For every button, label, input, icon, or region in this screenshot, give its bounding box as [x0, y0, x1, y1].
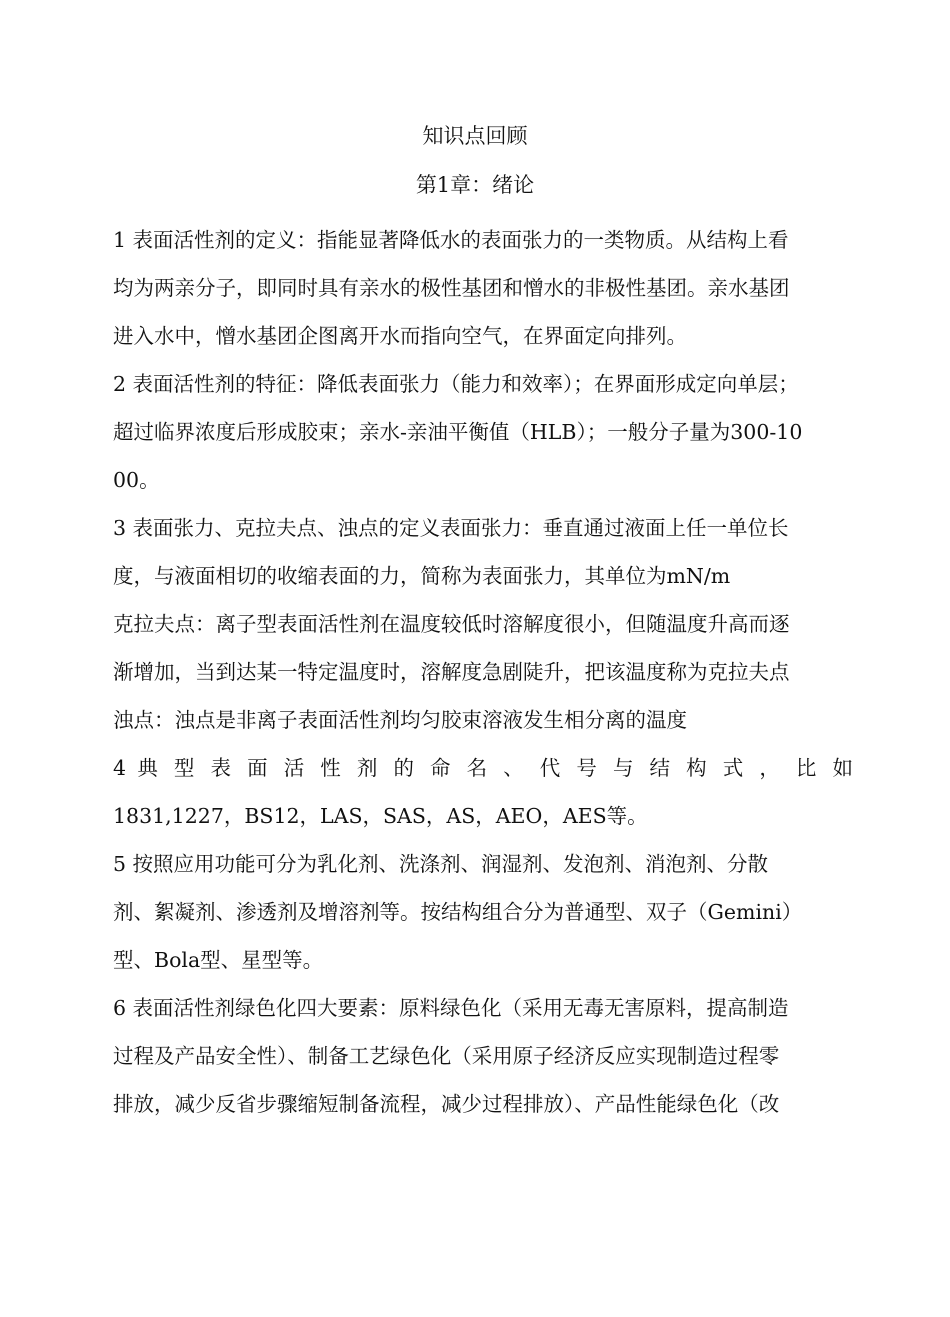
text-line: 均为两亲分子，即同时具有亲水的极性基团和憎水的非极性基团。亲水基团	[113, 276, 790, 300]
text-line: 进入水中，憎水基团企图离开水而指向空气，在界面定向排列。	[113, 324, 687, 348]
text-line: 度，与液面相切的收缩表面的力，简称为表面张力，其单位为mN/m	[113, 564, 731, 588]
text-line: 5 按照应用功能可分为乳化剂、洗涤剂、润湿剂、发泡剂、消泡剂、分散	[113, 852, 769, 876]
text-line: 6 表面活性剂绿色化四大要素：原料绿色化（采用无毒无害原料，提高制造	[113, 996, 789, 1020]
document-body	[113, 216, 853, 1128]
document-heading: 知识点回顾	[422, 124, 528, 148]
text-line: 2 表面活性剂的特征：降低表面张力（能力和效率）；在界面形成定向单层；	[113, 372, 799, 396]
text-line: 过程及产品安全性）、制备工艺绿色化（采用原子经济反应实现制造过程零	[113, 1044, 780, 1068]
text-line: 3 表面张力、克拉夫点、浊点的定义表面张力：垂直通过液面上任一单位长	[113, 516, 789, 540]
chapter-heading: 第1章：绪论	[415, 173, 535, 197]
text-line: 1831,1227，BS12，LAS，SAS，AS，AEO，AES等。	[113, 804, 648, 828]
text-line: 排放，减少反省步骤缩短制备流程，减少过程排放）、产品性能绿色化（改	[113, 1092, 780, 1116]
text-line: 型、Bola型、星型等。	[113, 948, 324, 972]
text-line: 1 表面活性剂的定义：指能显著降低水的表面张力的一类物质。从结构上看	[113, 228, 789, 252]
text-line: 4 典 型 表 面 活 性 剂 的 命 名 、 代 号 与 结 构 式 ， 比 如	[113, 756, 853, 780]
text-line: 克拉夫点：离子型表面活性剂在温度较低时溶解度很小，但随温度升高而逐	[113, 612, 790, 636]
text-line: 渐增加，当到达某一特定温度时，溶解度急剧陡升，把该温度称为克拉夫点	[113, 660, 790, 684]
text-line: 剂、絮凝剂、渗透剂及增溶剂等。按结构组合分为普通型、双子（Gemini）	[113, 900, 803, 924]
text-line: 00。	[113, 468, 160, 492]
text-line: 超过临界浓度后形成胶束；亲水-亲油平衡值（HLB）；一般分子量为300-10	[113, 420, 803, 444]
text-line: 浊点：浊点是非离子表面活性剂均匀胶束溶液发生相分离的温度	[113, 708, 687, 732]
